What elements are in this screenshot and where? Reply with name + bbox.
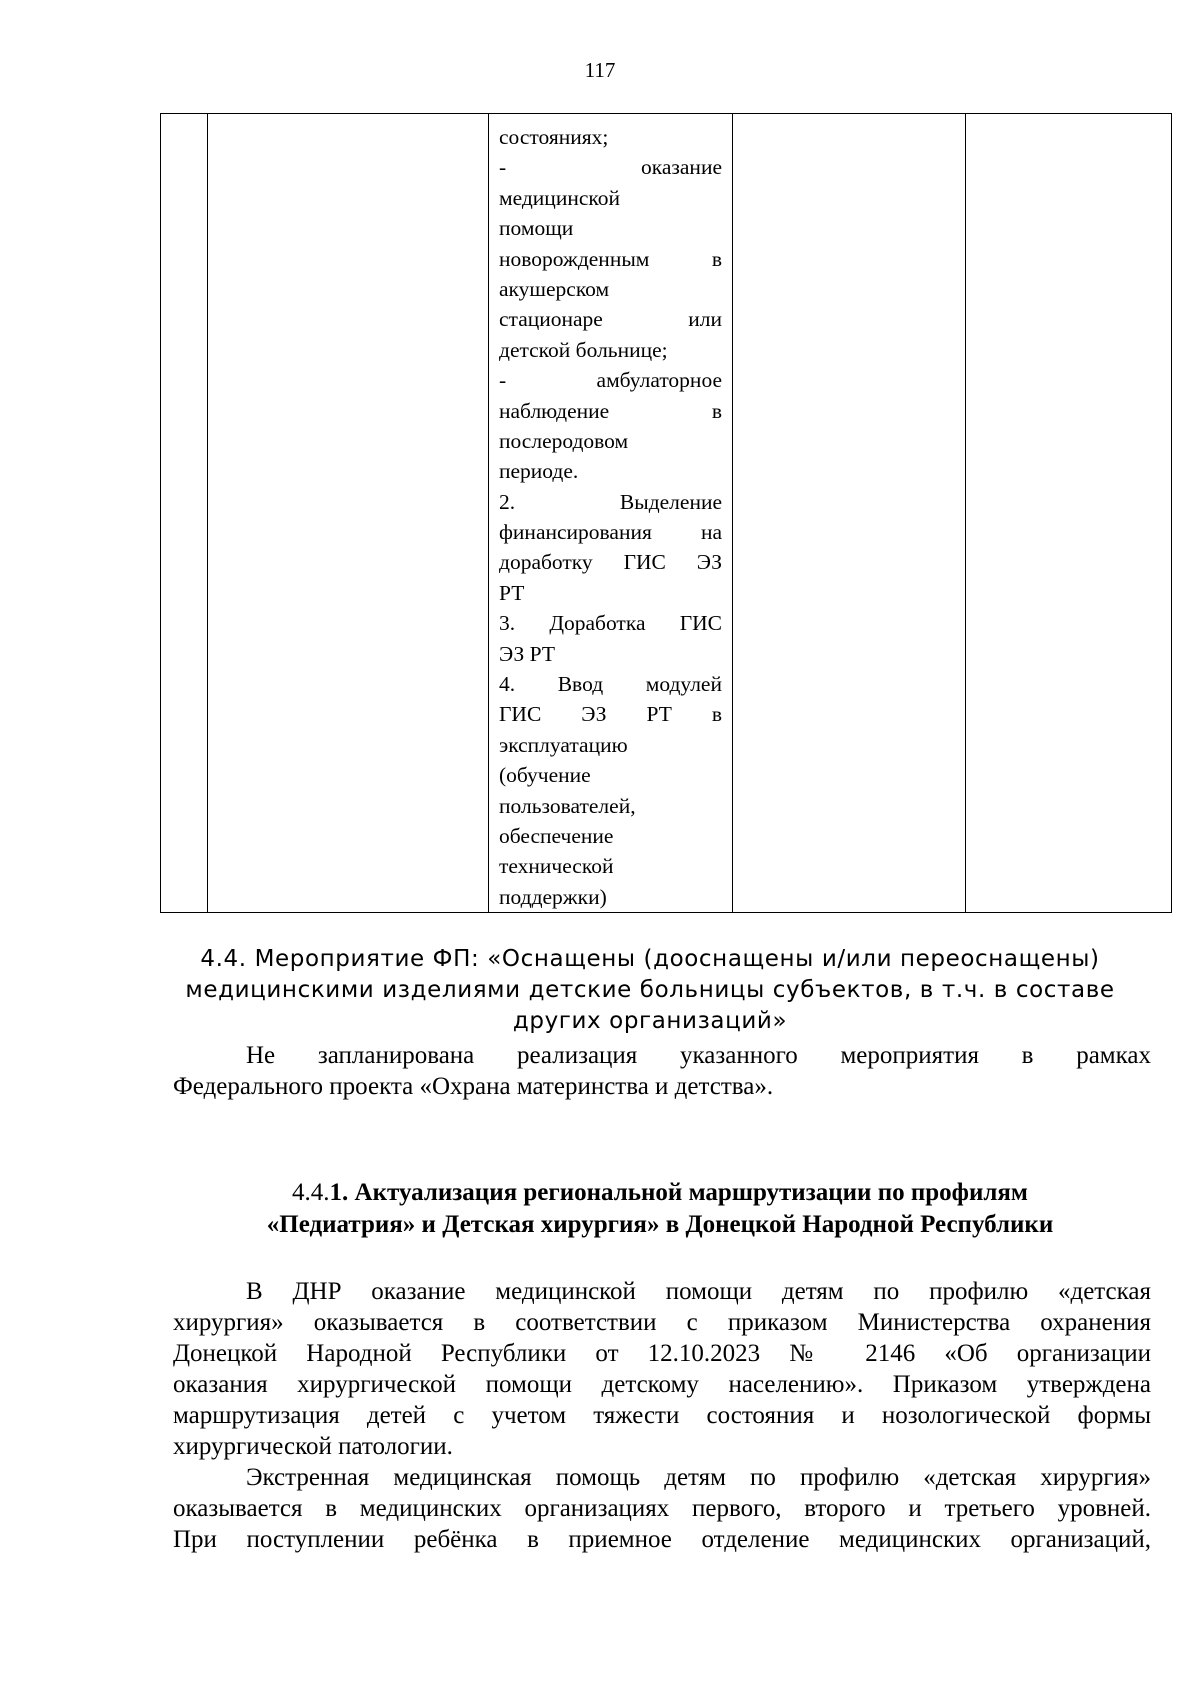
paragraph-line: Экстренная медицинская помощь детям по профилю «детская хирургия» <box>246 1464 1151 1491</box>
paragraph-line: Не запланирована реализация указанного мероприятия в рамках <box>246 1042 1151 1069</box>
cell-text-line: ЭЗ РТ <box>499 641 555 666</box>
section-4-4-1-paragraph-1 <box>173 1276 1151 1462</box>
paragraph-line: оказания хирургической помощи детскому населению». Приказом утверждена <box>173 1371 1151 1398</box>
section-4-4-1-heading <box>170 1177 1150 1241</box>
cell-text-line: новорожденным в <box>499 246 722 271</box>
cell-text-line: эксплуатацию <box>499 732 628 757</box>
page-number: 117 <box>584 58 616 82</box>
section-number-bold: 1. <box>329 1179 349 1206</box>
table-row <box>161 114 1172 913</box>
cell-text-line: - амбулаторное <box>499 368 722 393</box>
paragraph-line: хирургической патологии. <box>173 1433 453 1460</box>
cell-text-line: помощи <box>499 216 574 241</box>
paragraph-line: В ДНР оказание медицинской помощи детям по профилю «детская <box>246 1278 1151 1305</box>
cell-text-line: ГИС ЭЗ РТ в <box>499 702 722 727</box>
table-cell-description <box>489 114 733 913</box>
table-cell-activity <box>208 114 489 913</box>
cell-text-line: 2. Выделение <box>499 489 722 514</box>
cell-text-line: состояниях; <box>499 125 609 149</box>
section-title-line1: Актуализация региональной маршрутизации по профилям <box>348 1179 1028 1206</box>
paragraph-line: хирургия» оказывается в соответствии с приказом Министерства охранения <box>173 1309 1151 1336</box>
table-cell-deadline <box>733 114 966 913</box>
section-number-plain: 4.4. <box>292 1179 330 1206</box>
cell-text-line: детской больнице; <box>499 337 668 362</box>
section-4-4-1-paragraph-2 <box>173 1462 1151 1555</box>
paragraph-line: Донецкой Народной Республики от 12.10.2023 № 2146 «Об организации <box>173 1340 1151 1367</box>
cell-text-line: 3. Доработка ГИС <box>499 611 722 636</box>
table-cell-number <box>161 114 208 913</box>
activity-table <box>160 113 1172 913</box>
cell-text-line: технической <box>499 854 614 879</box>
cell-text-line: периоде. <box>499 459 579 484</box>
cell-text-line: 4. Ввод модулей <box>499 672 722 697</box>
cell-text-line: акушерском <box>499 276 610 301</box>
paragraph-line: При поступлении ребёнка в приемное отделение медицинских организаций, <box>173 1526 1151 1553</box>
cell-text-line: стационаре или <box>499 307 722 332</box>
paragraph-line: Федерального проекта «Охрана материнства и детства». <box>173 1073 774 1100</box>
cell-description-text <box>489 114 732 912</box>
section-4-4-paragraph <box>173 1040 1151 1102</box>
paragraph-line: оказывается в медицинских организациях первого, второго и третьего уровней. <box>173 1495 1151 1522</box>
section-title-line2: «Педиатрия» и Детская хирургия» в Донецкой Народной Республики <box>266 1211 1054 1238</box>
section-4-4-1-heading-line <box>170 1177 1150 1209</box>
table-cell-responsible <box>966 114 1172 913</box>
cell-text-line: финансирования на <box>499 520 722 545</box>
section-4-4-heading-line: медицинскими изделиями детские больницы субъектов, в т.ч. в составе <box>185 977 1115 1003</box>
cell-text-line: (обучение <box>499 763 591 788</box>
cell-text-line: наблюдение в <box>499 398 722 423</box>
section-4-4-heading <box>180 944 1120 1037</box>
cell-text-line: обеспечение <box>499 823 614 848</box>
section-4-4-heading-line: других организаций» <box>512 1008 788 1034</box>
cell-text-line: поддержки) <box>499 884 607 909</box>
section-4-4-heading-line: 4.4. Мероприятие ФП: «Оснащены (дооснащены и/или переоснащены) <box>200 946 1100 972</box>
paragraph-line: маршрутизация детей с учетом тяжести состояния и нозологической формы <box>173 1402 1151 1429</box>
cell-text-line: послеродовом <box>499 428 629 453</box>
cell-text-line: РТ <box>499 580 525 605</box>
cell-text-line: медицинской <box>499 185 620 210</box>
cell-text-line: доработку ГИС ЭЗ <box>499 550 722 575</box>
cell-text-line: - оказание <box>499 155 722 180</box>
section-4-4-1-heading-line <box>170 1209 1150 1241</box>
cell-text-line: пользователей, <box>499 793 636 818</box>
